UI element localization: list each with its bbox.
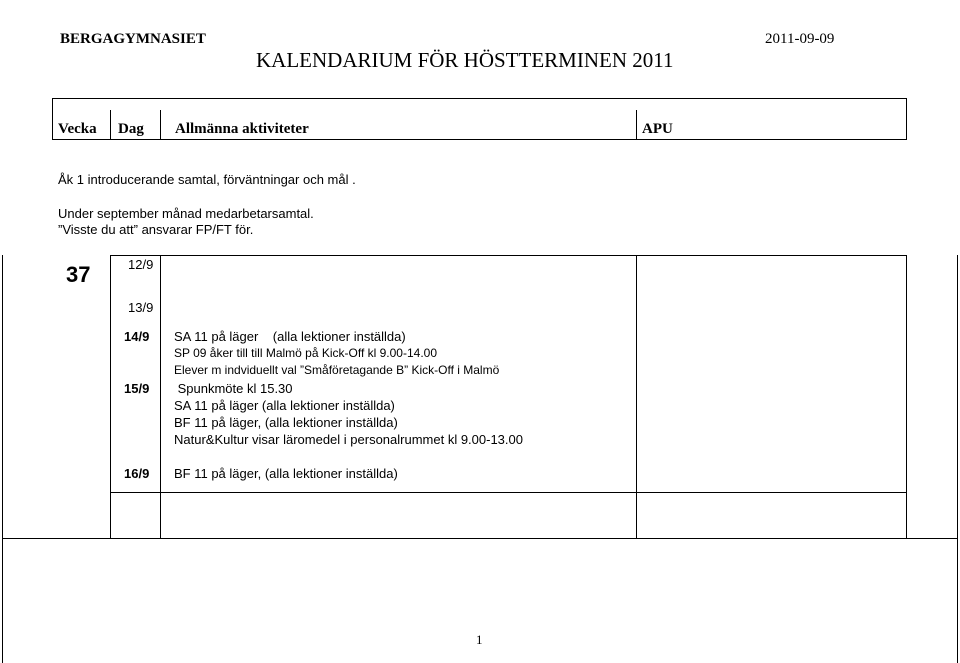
column-header-apu: APU — [642, 121, 673, 137]
school-name: BERGAGYMNASIET — [60, 31, 206, 47]
frame-top-line — [52, 98, 907, 99]
intro-line-1: Åk 1 introducerande samtal, förväntningar och mål . — [58, 172, 356, 187]
table-bottom-line — [2, 538, 958, 539]
day-date-15-9: 15/9 — [124, 381, 150, 396]
week-number: 37 — [66, 262, 91, 287]
header-divider-2 — [160, 110, 161, 140]
week-col-divider — [110, 255, 111, 539]
activity-16-9-line-1: BF 11 på läger, (alla lektioner inställda) — [174, 466, 398, 481]
intro-line-3: ”Visste du att” ansvarar FP/FT för. — [58, 222, 254, 237]
activity-14-9-line-1: SA 11 på läger (alla lektioner inställda) — [174, 329, 406, 344]
row-divider-1 — [110, 492, 907, 493]
column-header-day: Dag — [118, 121, 144, 137]
activity-15-9-line-4: Natur&Kultur visar läromedel i personalrummet kl 9.00-13.00 — [174, 432, 523, 447]
day-col-divider — [160, 255, 161, 539]
outer-right-border — [957, 255, 958, 663]
day-date-12-9: 12/9 — [128, 257, 154, 272]
header-divider-3 — [636, 110, 637, 140]
day-date-14-9: 14/9 — [124, 329, 150, 344]
activity-15-9-line-1: Spunkmöte kl 15.30 — [174, 381, 293, 396]
activity-14-9-line-3: Elever m indviduellt val ”Småföretagande B” Kick-Off i Malmö — [174, 363, 500, 377]
column-header-activities: Allmänna aktiviteter — [175, 121, 309, 137]
page-title: KALENDARIUM FÖR HÖSTTERMINEN 2011 — [256, 48, 674, 72]
apu-col-divider — [636, 255, 637, 539]
intro-line-2: Under september månad medarbetarsamtal. — [58, 206, 314, 221]
table-right-border — [906, 255, 907, 539]
page-number: 1 — [476, 632, 483, 647]
activity-15-9-line-3: BF 11 på läger, (alla lektioner inställda) — [174, 415, 398, 430]
activity-14-9-line-2: SP 09 åker till till Malmö på Kick-Off kl 9.00-14.00 — [174, 346, 438, 360]
day-date-16-9: 16/9 — [124, 466, 150, 481]
document-date: 2011-09-09 — [765, 31, 835, 47]
day-date-13-9: 13/9 — [128, 300, 154, 315]
header-bottom-line — [52, 139, 907, 140]
outer-left-border — [2, 255, 3, 663]
frame-right-line — [906, 98, 907, 140]
header-divider-1 — [110, 110, 111, 140]
activity-15-9-line-2: SA 11 på läger (alla lektioner inställda) — [174, 398, 395, 413]
left-col-bottom-line — [2, 538, 111, 539]
frame-left-line — [52, 98, 53, 140]
column-header-week: Vecka — [58, 121, 97, 137]
week-table-top-line — [110, 255, 907, 256]
